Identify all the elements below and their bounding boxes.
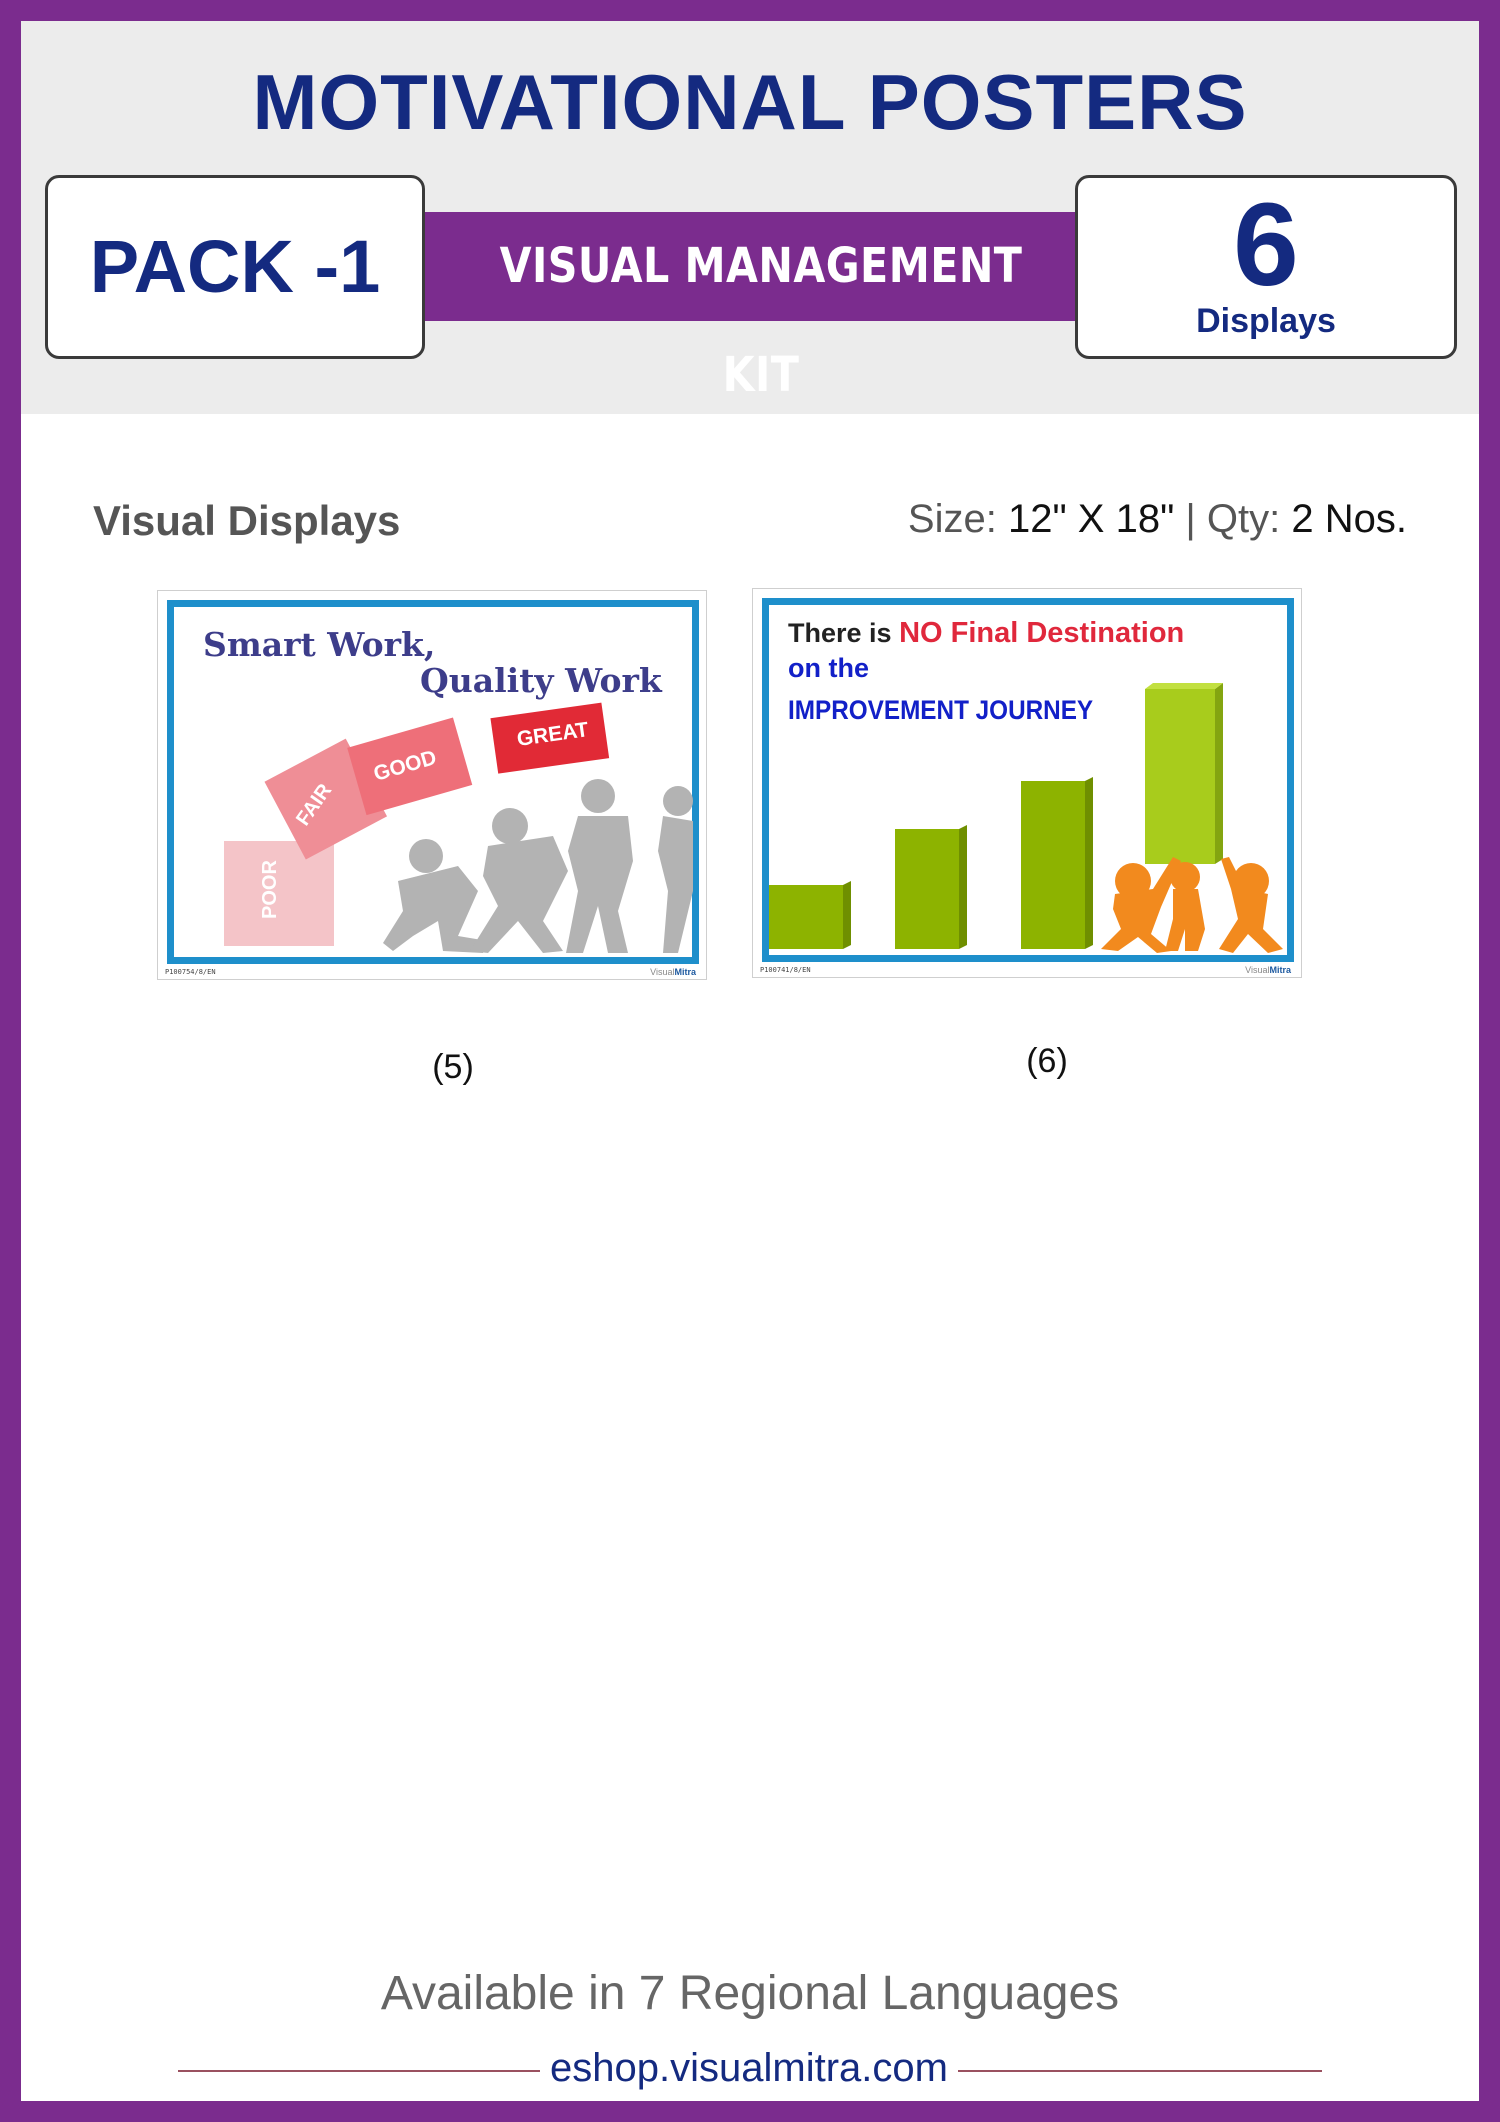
display-count-box [1075, 175, 1457, 359]
shop-link[interactable]: eshop.visualmitra.com [550, 2046, 948, 2090]
poster-code: P100741/8/EN [760, 966, 811, 974]
poster-brand: VisualMitra [650, 967, 696, 977]
qty-value: 2 Nos. [1291, 497, 1407, 541]
catalog-page [21, 21, 1479, 2101]
languages-note: Available in 7 Regional Languages [380, 1967, 1120, 2020]
spec-separator: | [1185, 497, 1196, 541]
poster-headline-2: Quality Work [420, 661, 662, 700]
poster-improvement-journey[interactable] [752, 588, 1302, 978]
display-count: 6 [1233, 179, 1299, 311]
pack-box [45, 175, 425, 359]
page-title: MOTIVATIONAL POSTERS [252, 58, 1248, 146]
section-title: Visual Displays [93, 497, 401, 544]
kit-label: VISUAL MANAGEMENT KIT [499, 238, 1023, 403]
size-value: 12" X 18" [1007, 497, 1175, 541]
poster-caption-5: (5) [432, 1048, 474, 1086]
poster-brand: VisualMitra [1245, 965, 1291, 975]
qty-label: Qty: [1206, 497, 1281, 541]
poster-code: P100754/8/EN [165, 968, 216, 976]
size-label: Size: [907, 497, 997, 541]
poster-headline-1: Smart Work, [203, 625, 436, 664]
block-fair: FAIR [292, 779, 337, 830]
poster-headline-3: IMPROVEMENT JOURNEY [788, 695, 1094, 725]
display-count-label: Displays [1196, 302, 1336, 340]
block-good: GOOD [371, 746, 440, 786]
footer-divider-right [958, 2070, 1322, 2072]
poster-smart-work[interactable] [157, 590, 707, 980]
size-qty-specs [908, 497, 1407, 542]
header-panel [21, 21, 1479, 414]
poster-caption-6: (6) [1026, 1042, 1068, 1080]
block-poor: POOR [259, 860, 281, 919]
poster-headline-2: on the [788, 653, 869, 683]
poster-headline-1: There is NO Final Destination [788, 617, 1185, 649]
block-great: GREAT [515, 718, 590, 751]
footer-divider-left [178, 2070, 540, 2072]
pack-label: PACK -1 [89, 225, 381, 308]
